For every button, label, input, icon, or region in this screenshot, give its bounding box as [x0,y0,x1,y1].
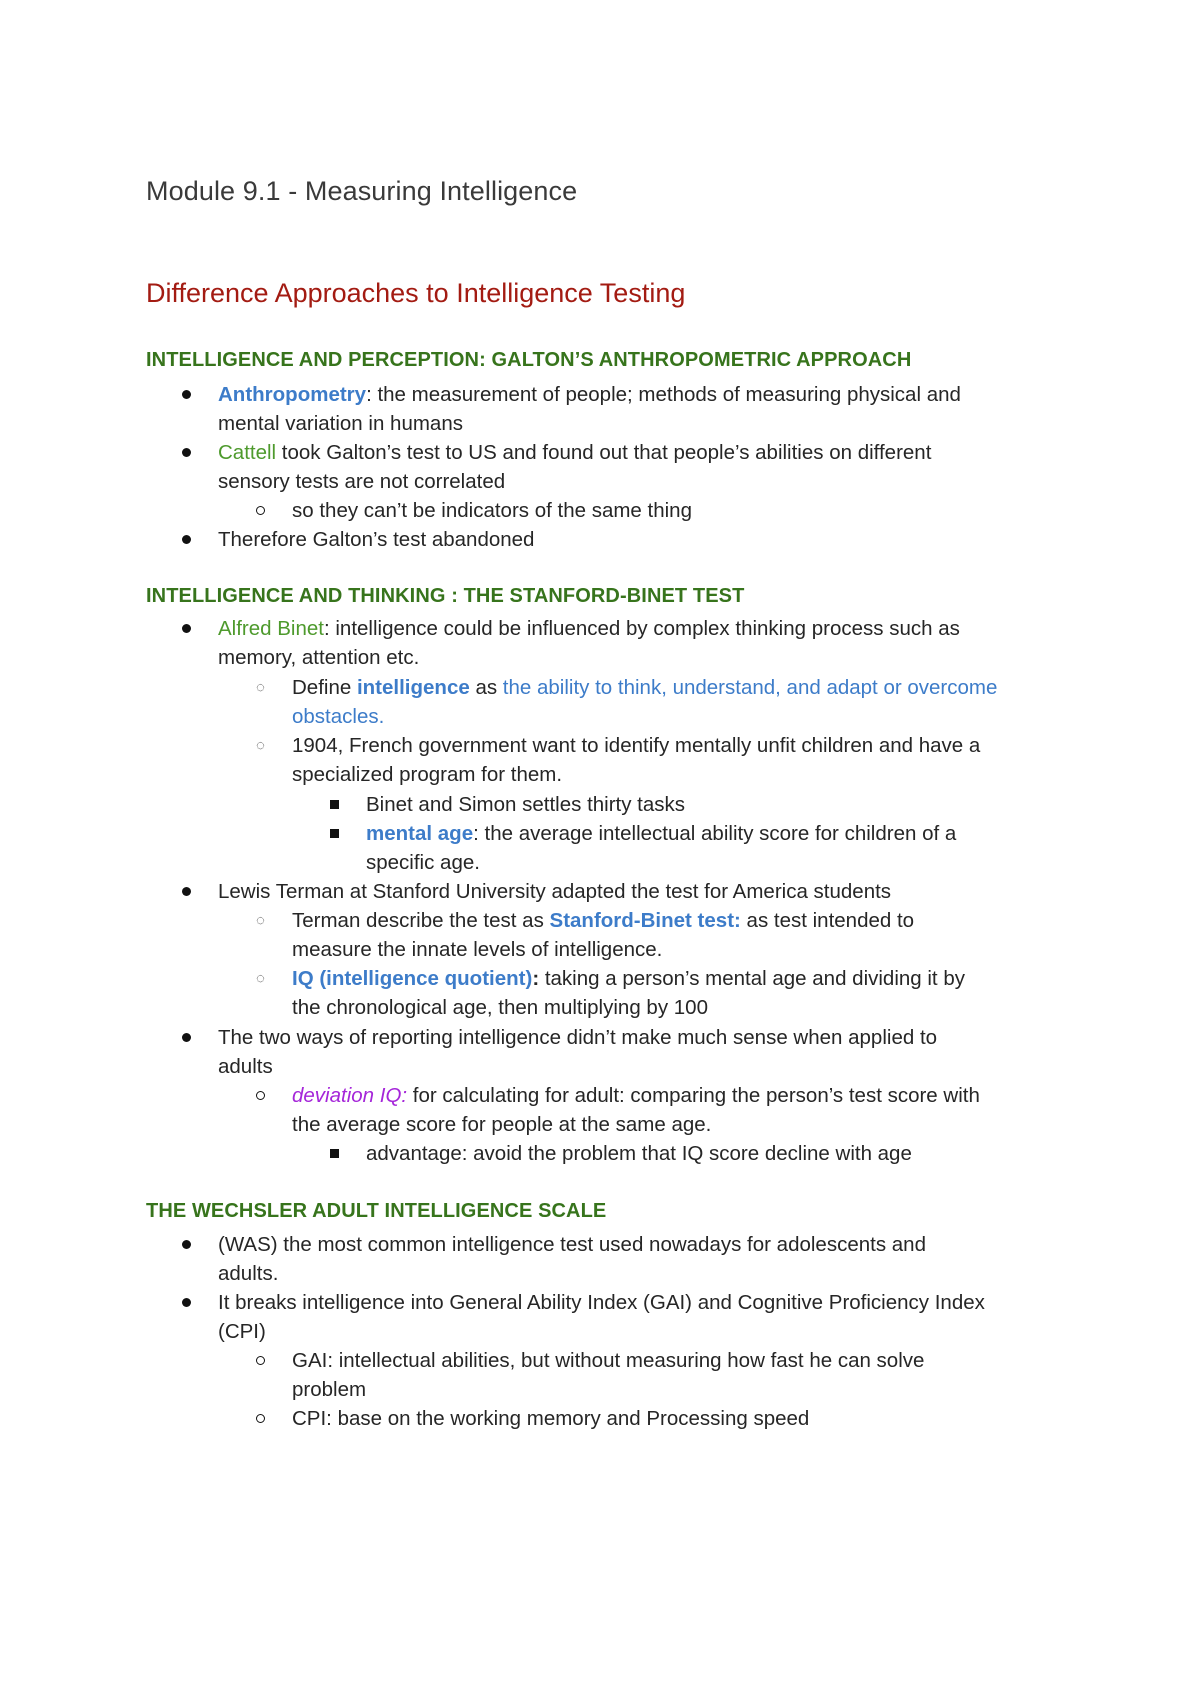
bullet-circle-icon [256,1404,265,1433]
list-item: CPI: base on the working memory and Processing speed [292,1407,810,1430]
list-item: Anthropometry: the measurement of people; methods of measuring physical and [218,383,961,406]
list-item-continuation: measure the innate levels of intelligence. [292,938,663,961]
list-item-continuation: adults [218,1055,273,1078]
bullet-dot-icon [182,380,191,409]
list-item: Therefore Galton’s test abandoned [218,528,535,551]
section-heading-binet: INTELLIGENCE AND THINKING : THE STANFORD-BINET TEST [146,585,745,607]
term-iq: IQ (intelligence quotient) [292,967,533,990]
term-cattell: Cattell [218,441,277,464]
bullet-dotted-circle-icon: ◌ [256,737,264,755]
list-item-continuation: memory, attention etc. [218,646,420,669]
document-title: Module 9.1 - Measuring Intelligence [146,176,578,206]
list-item-continuation: obstacles. [292,705,385,728]
list-item: It breaks intelligence into General Ability Index (GAI) and Cognitive Proficiency Index [218,1291,985,1314]
list-item: (WAS) the most common intelligence test used nowadays for adolescents and [218,1233,926,1256]
list-item: 1904, French government want to identify mentally unfit children and have a [292,734,981,757]
list-item-continuation: specific age. [366,851,480,874]
bullet-dot-icon [182,438,191,467]
bullet-dot-icon [182,614,191,643]
term-intelligence: intelligence [356,676,470,699]
bullet-dotted-circle-icon: ◌ [256,912,264,930]
bullet-dot-icon [182,1230,191,1259]
list-item: Cattell took Galton’s test to US and found out that people’s abilities on different [218,441,932,464]
list-item: deviation IQ: for calculating for adult: comparing the person’s test score with [292,1084,980,1107]
bullet-circle-icon [256,1081,265,1110]
section-heading-galton: INTELLIGENCE AND PERCEPTION: GALTON’S ANTHROPOMETRIC APPROACH [146,349,912,371]
list-item-continuation: the chronological age, then multiplying by 100 [292,996,708,1019]
list-item-continuation: adults. [218,1262,279,1285]
bullet-dot-icon [182,525,191,554]
bullet-square-icon [330,819,339,848]
bullet-dotted-circle-icon: ◌ [256,970,264,988]
list-item: mental age: the average intellectual ability score for children of a [366,822,957,845]
term-mental-age: mental age [366,822,474,845]
list-item: advantage: avoid the problem that IQ score decline with age [366,1142,912,1165]
list-item: The two ways of reporting intelligence didn’t make much sense when applied to [218,1026,938,1049]
list-item-continuation: (CPI) [218,1320,266,1343]
term-alfred-binet: Alfred Binet [218,617,324,640]
list-item: Terman describe the test as Stanford-Binet test: as test intended to [292,909,915,932]
term-anthropometry: Anthropometry [218,383,367,406]
bullet-dot-icon [182,1288,191,1317]
bullet-circle-icon [256,1346,265,1375]
main-heading: Difference Approaches to Intelligence Testing [146,278,686,308]
list-item-continuation: the average score for people at the same age. [292,1113,712,1136]
list-item-continuation: specialized program for them. [292,763,563,786]
list-item: so they can’t be indicators of the same thing [292,499,692,522]
bullet-dotted-circle-icon: ◌ [256,679,264,697]
list-item: GAI: intellectual abilities, but without measuring how fast he can solve [292,1349,925,1372]
list-item: IQ (intelligence quotient): taking a person’s mental age and dividing it by [292,967,965,990]
term-deviation-iq: deviation IQ: [292,1084,408,1107]
bullet-square-icon [330,1139,339,1168]
list-item: Alfred Binet: intelligence could be influenced by complex thinking process such as [218,617,960,640]
list-item-continuation: problem [292,1378,367,1401]
bullet-dot-icon [182,1023,191,1052]
list-item: Lewis Terman at Stanford University adapted the test for America students [218,880,892,903]
list-item: Define intelligence as the ability to think, understand, and adapt or overcome [292,676,998,699]
list-item-continuation: sensory tests are not correlated [218,470,506,493]
list-item-continuation: mental variation in humans [218,412,463,435]
section-heading-wechsler: THE WECHSLER ADULT INTELLIGENCE SCALE [146,1200,607,1222]
bullet-dot-icon [182,877,191,906]
list-item: Binet and Simon settles thirty tasks [366,793,686,816]
bullet-square-icon [330,790,339,819]
term-stanford-binet: Stanford-Binet test: [549,909,741,932]
bullet-circle-icon [256,496,265,525]
